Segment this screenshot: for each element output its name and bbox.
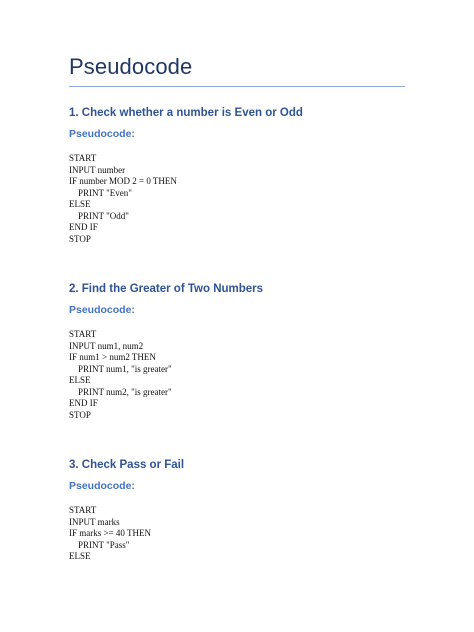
section-pass-fail <box>69 457 429 561</box>
code-line: START <box>69 329 97 339</box>
code-line: PRINT num2, "is greater" <box>69 386 172 397</box>
section-subheading: Pseudocode: <box>69 480 135 492</box>
code-line: IF number MOD 2 = 0 THEN <box>69 176 177 186</box>
code-line: ELSE <box>69 551 91 561</box>
section-heading: 1. Check whether a number is Even or Odd <box>69 107 303 119</box>
code-line: STOP <box>69 409 91 420</box>
code-line: ELSE <box>69 199 91 209</box>
code-line: PRINT "Pass" <box>69 539 130 550</box>
document-title: Pseudocode <box>69 54 193 79</box>
section-greater-number <box>69 281 429 420</box>
section-subheading: Pseudocode: <box>69 128 135 140</box>
code-line: END IF <box>69 222 98 232</box>
section-subheading: Pseudocode: <box>69 304 135 316</box>
title-underline <box>69 86 405 87</box>
section-heading: 3. Check Pass or Fail <box>69 459 185 471</box>
pseudocode-block <box>69 153 177 245</box>
code-line: INPUT marks <box>69 516 120 527</box>
section-heading: 2. Find the Greater of Two Numbers <box>69 283 264 295</box>
code-line: START <box>69 505 97 515</box>
code-line: IF num1 > num2 THEN <box>69 352 156 362</box>
code-line: END IF <box>69 398 98 408</box>
code-line: PRINT num1, "is greater" <box>69 363 172 374</box>
code-line: STOP <box>69 233 91 244</box>
code-line: INPUT num1, num2 <box>69 340 144 351</box>
code-line: INPUT number <box>69 164 126 175</box>
code-line: START <box>69 153 97 163</box>
code-line: PRINT "Even" <box>69 187 132 198</box>
code-line: IF marks >= 40 THEN <box>69 528 151 538</box>
pseudocode-block <box>69 329 172 421</box>
code-line: PRINT "Odd" <box>69 210 129 221</box>
code-line: ELSE <box>69 375 91 385</box>
section-even-odd <box>69 105 429 244</box>
pseudocode-block <box>69 505 151 563</box>
